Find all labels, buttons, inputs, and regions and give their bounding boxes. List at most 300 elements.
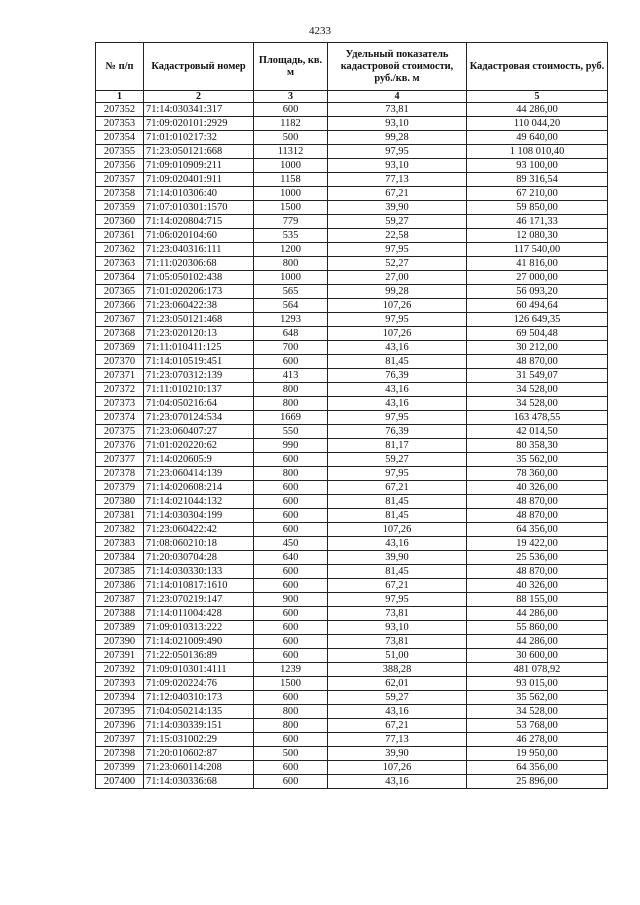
row-number-cell: 207366: [96, 299, 144, 313]
unit-value-cell: 97,95: [328, 593, 467, 607]
cadastral-number-cell: 71:14:010519:451: [144, 355, 254, 369]
row-number-cell: 207373: [96, 397, 144, 411]
unit-value-cell: 93,10: [328, 159, 467, 173]
area-cell: 600: [254, 509, 328, 523]
row-number-cell: 207391: [96, 649, 144, 663]
area-cell: 648: [254, 327, 328, 341]
cadastral-value-cell: 481 078,92: [467, 663, 608, 677]
cadastral-number-cell: 71:06:020104:60: [144, 229, 254, 243]
table-row: [96, 131, 608, 145]
unit-value-cell: 99,28: [328, 131, 467, 145]
table-row: [96, 425, 608, 439]
unit-value-cell: 43,16: [328, 383, 467, 397]
cadastral-number-cell: 71:23:050121:468: [144, 313, 254, 327]
cadastral-value-cell: 78 360,00: [467, 467, 608, 481]
table-row: [96, 159, 608, 173]
cadastral-value-cell: 35 562,00: [467, 453, 608, 467]
area-cell: 1293: [254, 313, 328, 327]
area-cell: 600: [254, 733, 328, 747]
cadastral-number-cell: 71:04:050214:135: [144, 705, 254, 719]
row-number-cell: 207400: [96, 775, 144, 789]
unit-value-cell: 97,95: [328, 145, 467, 159]
unit-value-cell: 97,95: [328, 243, 467, 257]
cadastral-value-cell: 48 870,00: [467, 495, 608, 509]
area-cell: 800: [254, 705, 328, 719]
unit-value-cell: 81,45: [328, 355, 467, 369]
row-number-cell: 207370: [96, 355, 144, 369]
row-number-cell: 207379: [96, 481, 144, 495]
header-row-number: № п/п: [96, 43, 144, 91]
area-cell: 600: [254, 523, 328, 537]
row-number-cell: 207371: [96, 369, 144, 383]
row-number-cell: 207397: [96, 733, 144, 747]
row-number-cell: 207378: [96, 467, 144, 481]
area-cell: 600: [254, 579, 328, 593]
row-number-cell: 207361: [96, 229, 144, 243]
cadastral-value-cell: 126 649,35: [467, 313, 608, 327]
cadastral-number-cell: 71:14:030339:151: [144, 719, 254, 733]
table-row: [96, 355, 608, 369]
row-number-cell: 207380: [96, 495, 144, 509]
row-number-cell: 207367: [96, 313, 144, 327]
cadastral-value-cell: 44 286,00: [467, 607, 608, 621]
table-row: [96, 705, 608, 719]
cadastral-number-cell: 71:22:050136:89: [144, 649, 254, 663]
table-row: [96, 719, 608, 733]
area-cell: 413: [254, 369, 328, 383]
row-number-cell: 207386: [96, 579, 144, 593]
table-row: [96, 173, 608, 187]
unit-value-cell: 81,45: [328, 495, 467, 509]
table-row: [96, 621, 608, 635]
cadastral-number-cell: 71:23:020120:13: [144, 327, 254, 341]
cadastral-number-cell: 71:09:020401:911: [144, 173, 254, 187]
unit-value-cell: 81,45: [328, 565, 467, 579]
cadastral-number-cell: 71:14:030304:199: [144, 509, 254, 523]
cadastral-number-cell: 71:23:060114:208: [144, 761, 254, 775]
table-row: [96, 481, 608, 495]
area-cell: 640: [254, 551, 328, 565]
cadastral-value-cell: 25 896,00: [467, 775, 608, 789]
unit-value-cell: 99,28: [328, 285, 467, 299]
cadastral-number-cell: 71:05:050102:438: [144, 271, 254, 285]
table-row: [96, 761, 608, 775]
cadastral-number-cell: 71:01:020220:62: [144, 439, 254, 453]
cadastral-value-cell: 88 155,00: [467, 593, 608, 607]
table-row: [96, 593, 608, 607]
row-number-cell: 207365: [96, 285, 144, 299]
area-cell: 500: [254, 131, 328, 145]
unit-value-cell: 107,26: [328, 299, 467, 313]
cadastral-number-cell: 71:08:060210:18: [144, 537, 254, 551]
row-number-cell: 207376: [96, 439, 144, 453]
area-cell: 600: [254, 355, 328, 369]
table-row: [96, 201, 608, 215]
cadastral-number-cell: 71:11:010411:125: [144, 341, 254, 355]
table-row: [96, 747, 608, 761]
cadastral-number-cell: 71:09:010909:211: [144, 159, 254, 173]
row-number-cell: 207383: [96, 537, 144, 551]
cadastral-number-cell: 71:07:010301:1570: [144, 201, 254, 215]
column-number: 2: [144, 91, 254, 103]
area-cell: 600: [254, 103, 328, 117]
column-number: 5: [467, 91, 608, 103]
row-number-cell: 207398: [96, 747, 144, 761]
cadastral-number-cell: 71:14:030341:317: [144, 103, 254, 117]
table-row: [96, 397, 608, 411]
area-cell: 779: [254, 215, 328, 229]
unit-value-cell: 67,21: [328, 481, 467, 495]
cadastral-number-cell: 71:23:070124:534: [144, 411, 254, 425]
unit-value-cell: 107,26: [328, 523, 467, 537]
cadastral-number-cell: 71:14:020605:9: [144, 453, 254, 467]
row-number-cell: 207392: [96, 663, 144, 677]
area-cell: 600: [254, 565, 328, 579]
cadastral-value-cell: 25 536,00: [467, 551, 608, 565]
cadastral-value-cell: 93 100,00: [467, 159, 608, 173]
unit-value-cell: 27,00: [328, 271, 467, 285]
area-cell: 600: [254, 761, 328, 775]
column-number: 4: [328, 91, 467, 103]
row-number-cell: 207375: [96, 425, 144, 439]
area-cell: 1000: [254, 159, 328, 173]
area-cell: 450: [254, 537, 328, 551]
row-number-cell: 207369: [96, 341, 144, 355]
table-row: [96, 243, 608, 257]
table-row: [96, 551, 608, 565]
unit-value-cell: 59,27: [328, 453, 467, 467]
unit-value-cell: 97,95: [328, 467, 467, 481]
area-cell: 800: [254, 467, 328, 481]
cadastral-value-cell: 46 171,33: [467, 215, 608, 229]
cadastral-number-cell: 71:14:030336:68: [144, 775, 254, 789]
unit-value-cell: 51,00: [328, 649, 467, 663]
cadastral-number-cell: 71:23:070312:139: [144, 369, 254, 383]
row-number-cell: 207356: [96, 159, 144, 173]
cadastral-number-cell: 71:14:010817:1610: [144, 579, 254, 593]
unit-value-cell: 43,16: [328, 397, 467, 411]
cadastral-value-cell: 19 422,00: [467, 537, 608, 551]
row-number-cell: 207382: [96, 523, 144, 537]
cadastral-number-cell: 71:14:010306:40: [144, 187, 254, 201]
cadastral-number-cell: 71:14:020608:214: [144, 481, 254, 495]
unit-value-cell: 59,27: [328, 215, 467, 229]
area-cell: 600: [254, 481, 328, 495]
area-cell: 550: [254, 425, 328, 439]
cadastral-number-cell: 71:12:040310:173: [144, 691, 254, 705]
unit-value-cell: 93,10: [328, 117, 467, 131]
table-row: [96, 271, 608, 285]
row-number-cell: 207384: [96, 551, 144, 565]
header-cadastral-number: Кадастровый номер: [144, 43, 254, 91]
row-number-cell: 207372: [96, 383, 144, 397]
table-row: [96, 775, 608, 789]
table-row: [96, 565, 608, 579]
table-row: [96, 369, 608, 383]
area-cell: 1182: [254, 117, 328, 131]
cadastral-value-cell: 40 326,00: [467, 481, 608, 495]
unit-value-cell: 22,58: [328, 229, 467, 243]
cadastral-number-cell: 71:14:030330:133: [144, 565, 254, 579]
cadastral-value-cell: 163 478,55: [467, 411, 608, 425]
area-cell: 11312: [254, 145, 328, 159]
table-row: [96, 579, 608, 593]
row-number-cell: 207364: [96, 271, 144, 285]
cadastral-number-cell: 71:01:020206:173: [144, 285, 254, 299]
area-cell: 600: [254, 775, 328, 789]
row-number-cell: 207363: [96, 257, 144, 271]
page-number: 4233: [309, 25, 331, 37]
row-number-cell: 207389: [96, 621, 144, 635]
cadastral-number-cell: 71:20:010602:87: [144, 747, 254, 761]
cadastral-number-cell: 71:11:010210:137: [144, 383, 254, 397]
row-number-cell: 207354: [96, 131, 144, 145]
row-number-cell: 207399: [96, 761, 144, 775]
cadastral-number-cell: 71:20:030704:28: [144, 551, 254, 565]
table-row: [96, 677, 608, 691]
unit-value-cell: 77,13: [328, 733, 467, 747]
area-cell: 700: [254, 341, 328, 355]
area-cell: 1500: [254, 677, 328, 691]
cadastral-value-cell: 31 549,07: [467, 369, 608, 383]
table-row: [96, 117, 608, 131]
cadastral-number-cell: 71:09:010301:4111: [144, 663, 254, 677]
column-number-row: [96, 91, 608, 103]
cadastral-value-cell: 34 528,00: [467, 383, 608, 397]
cadastral-value-cell: 1 108 010,40: [467, 145, 608, 159]
cadastral-value-cell: 48 870,00: [467, 355, 608, 369]
cadastral-value-cell: 89 316,54: [467, 173, 608, 187]
cadastral-value-cell: 59 850,00: [467, 201, 608, 215]
row-number-cell: 207368: [96, 327, 144, 341]
unit-value-cell: 43,16: [328, 537, 467, 551]
table-row: [96, 649, 608, 663]
unit-value-cell: 67,21: [328, 187, 467, 201]
area-cell: 600: [254, 607, 328, 621]
row-number-cell: 207359: [96, 201, 144, 215]
area-cell: 1239: [254, 663, 328, 677]
unit-value-cell: 76,39: [328, 369, 467, 383]
unit-value-cell: 52,27: [328, 257, 467, 271]
cadastral-number-cell: 71:23:050121:668: [144, 145, 254, 159]
cadastral-value-cell: 49 640,00: [467, 131, 608, 145]
cadastral-value-cell: 56 093,20: [467, 285, 608, 299]
cadastral-value-cell: 19 950,00: [467, 747, 608, 761]
cadastral-value-cell: 44 286,00: [467, 635, 608, 649]
cadastral-number-cell: 71:09:010313:222: [144, 621, 254, 635]
area-cell: 1200: [254, 243, 328, 257]
cadastral-value-cell: 60 494,64: [467, 299, 608, 313]
cadastral-value-cell: 35 562,00: [467, 691, 608, 705]
cadastral-value-cell: 69 504,48: [467, 327, 608, 341]
row-number-cell: 207358: [96, 187, 144, 201]
cadastral-number-cell: 71:14:021044:132: [144, 495, 254, 509]
area-cell: 800: [254, 257, 328, 271]
row-number-cell: 207395: [96, 705, 144, 719]
row-number-cell: 207352: [96, 103, 144, 117]
area-cell: 800: [254, 719, 328, 733]
table-row: [96, 635, 608, 649]
area-cell: 600: [254, 495, 328, 509]
cadastral-number-cell: 71:23:060414:139: [144, 467, 254, 481]
area-cell: 500: [254, 747, 328, 761]
table-row: [96, 411, 608, 425]
unit-value-cell: 73,81: [328, 607, 467, 621]
area-cell: 600: [254, 621, 328, 635]
table-row: [96, 285, 608, 299]
row-number-cell: 207362: [96, 243, 144, 257]
cadastral-number-cell: 71:09:020101:2929: [144, 117, 254, 131]
cadastral-number-cell: 71:23:070219:147: [144, 593, 254, 607]
area-cell: 600: [254, 635, 328, 649]
cadastral-value-cell: 48 870,00: [467, 565, 608, 579]
area-cell: 800: [254, 383, 328, 397]
unit-value-cell: 388,28: [328, 663, 467, 677]
table-row: [96, 103, 608, 117]
table-row: [96, 257, 608, 271]
cadastral-value-cell: 34 528,00: [467, 705, 608, 719]
cadastral-value-cell: 64 356,00: [467, 523, 608, 537]
unit-value-cell: 81,45: [328, 509, 467, 523]
area-cell: 800: [254, 397, 328, 411]
unit-value-cell: 67,21: [328, 579, 467, 593]
table-row: [96, 733, 608, 747]
row-number-cell: 207396: [96, 719, 144, 733]
cadastral-number-cell: 71:01:010217:32: [144, 131, 254, 145]
table-row: [96, 299, 608, 313]
cadastral-value-cell: 67 210,00: [467, 187, 608, 201]
cadastral-value-cell: 93 015,00: [467, 677, 608, 691]
cadastral-number-cell: 71:14:021009:490: [144, 635, 254, 649]
row-number-cell: 207394: [96, 691, 144, 705]
unit-value-cell: 43,16: [328, 775, 467, 789]
table-row: [96, 145, 608, 159]
unit-value-cell: 73,81: [328, 103, 467, 117]
cadastral-value-cell: 110 044,20: [467, 117, 608, 131]
area-cell: 1500: [254, 201, 328, 215]
cadastral-value-cell: 40 326,00: [467, 579, 608, 593]
cadastral-number-cell: 71:15:031002:29: [144, 733, 254, 747]
cadastral-value-cell: 64 356,00: [467, 761, 608, 775]
cadastral-number-cell: 71:23:060407:27: [144, 425, 254, 439]
table-row: [96, 691, 608, 705]
cadastral-number-cell: 71:09:020224:76: [144, 677, 254, 691]
row-number-cell: 207357: [96, 173, 144, 187]
table-row: [96, 327, 608, 341]
cadastral-value-cell: 53 768,00: [467, 719, 608, 733]
area-cell: 990: [254, 439, 328, 453]
row-number-cell: 207360: [96, 215, 144, 229]
table-row: [96, 439, 608, 453]
table-row: [96, 537, 608, 551]
header-cadastral-value: Кадастровая стоимость, руб.: [467, 43, 608, 91]
table-row: [96, 453, 608, 467]
area-cell: 600: [254, 453, 328, 467]
row-number-cell: 207355: [96, 145, 144, 159]
header-area: Площадь, кв. м: [254, 43, 328, 91]
area-cell: 1669: [254, 411, 328, 425]
area-cell: 1000: [254, 271, 328, 285]
cadastral-value-cell: 80 358,30: [467, 439, 608, 453]
area-cell: 564: [254, 299, 328, 313]
cadastral-number-cell: 71:14:011004:428: [144, 607, 254, 621]
table-row: [96, 229, 608, 243]
table-row: [96, 341, 608, 355]
table-row: [96, 495, 608, 509]
cadastral-number-cell: 71:14:020804:715: [144, 215, 254, 229]
cadastral-value-cell: 117 540,00: [467, 243, 608, 257]
unit-value-cell: 43,16: [328, 705, 467, 719]
unit-value-cell: 76,39: [328, 425, 467, 439]
unit-value-cell: 43,16: [328, 341, 467, 355]
unit-value-cell: 107,26: [328, 327, 467, 341]
unit-value-cell: 39,90: [328, 551, 467, 565]
cadastral-number-cell: 71:23:040316:111: [144, 243, 254, 257]
column-number: 3: [254, 91, 328, 103]
cadastral-value-cell: 41 816,00: [467, 257, 608, 271]
table-row: [96, 663, 608, 677]
unit-value-cell: 93,10: [328, 621, 467, 635]
table-row: [96, 215, 608, 229]
table-row: [96, 187, 608, 201]
area-cell: 1158: [254, 173, 328, 187]
table-row: [96, 509, 608, 523]
unit-value-cell: 97,95: [328, 313, 467, 327]
row-number-cell: 207385: [96, 565, 144, 579]
unit-value-cell: 67,21: [328, 719, 467, 733]
cadastral-value-cell: 30 600,00: [467, 649, 608, 663]
unit-value-cell: 107,26: [328, 761, 467, 775]
unit-value-cell: 81,17: [328, 439, 467, 453]
table-row: [96, 523, 608, 537]
row-number-cell: 207374: [96, 411, 144, 425]
cadastral-value-cell: 30 212,00: [467, 341, 608, 355]
cadastral-value-cell: 27 000,00: [467, 271, 608, 285]
cadastral-value-cell: 55 860,00: [467, 621, 608, 635]
area-cell: 565: [254, 285, 328, 299]
row-number-cell: 207377: [96, 453, 144, 467]
row-number-cell: 207390: [96, 635, 144, 649]
area-cell: 535: [254, 229, 328, 243]
unit-value-cell: 97,95: [328, 411, 467, 425]
unit-value-cell: 62,01: [328, 677, 467, 691]
area-cell: 900: [254, 593, 328, 607]
cadastral-value-table: [95, 42, 608, 789]
unit-value-cell: 73,81: [328, 635, 467, 649]
area-cell: 600: [254, 649, 328, 663]
table-row: [96, 313, 608, 327]
cadastral-value-cell: 12 080,30: [467, 229, 608, 243]
area-cell: 600: [254, 691, 328, 705]
area-cell: 1000: [254, 187, 328, 201]
cadastral-number-cell: 71:11:020306:68: [144, 257, 254, 271]
table-body: [96, 103, 608, 789]
row-number-cell: 207393: [96, 677, 144, 691]
cadastral-number-cell: 71:04:050216:64: [144, 397, 254, 411]
column-number: 1: [96, 91, 144, 103]
cadastral-value-cell: 42 014,50: [467, 425, 608, 439]
cadastral-value-cell: 44 286,00: [467, 103, 608, 117]
unit-value-cell: 39,90: [328, 747, 467, 761]
table-row: [96, 383, 608, 397]
table-row: [96, 607, 608, 621]
cadastral-value-cell: 48 870,00: [467, 509, 608, 523]
unit-value-cell: 59,27: [328, 691, 467, 705]
cadastral-value-cell: 34 528,00: [467, 397, 608, 411]
cadastral-number-cell: 71:23:060422:42: [144, 523, 254, 537]
cadastral-number-cell: 71:23:060422:38: [144, 299, 254, 313]
row-number-cell: 207388: [96, 607, 144, 621]
